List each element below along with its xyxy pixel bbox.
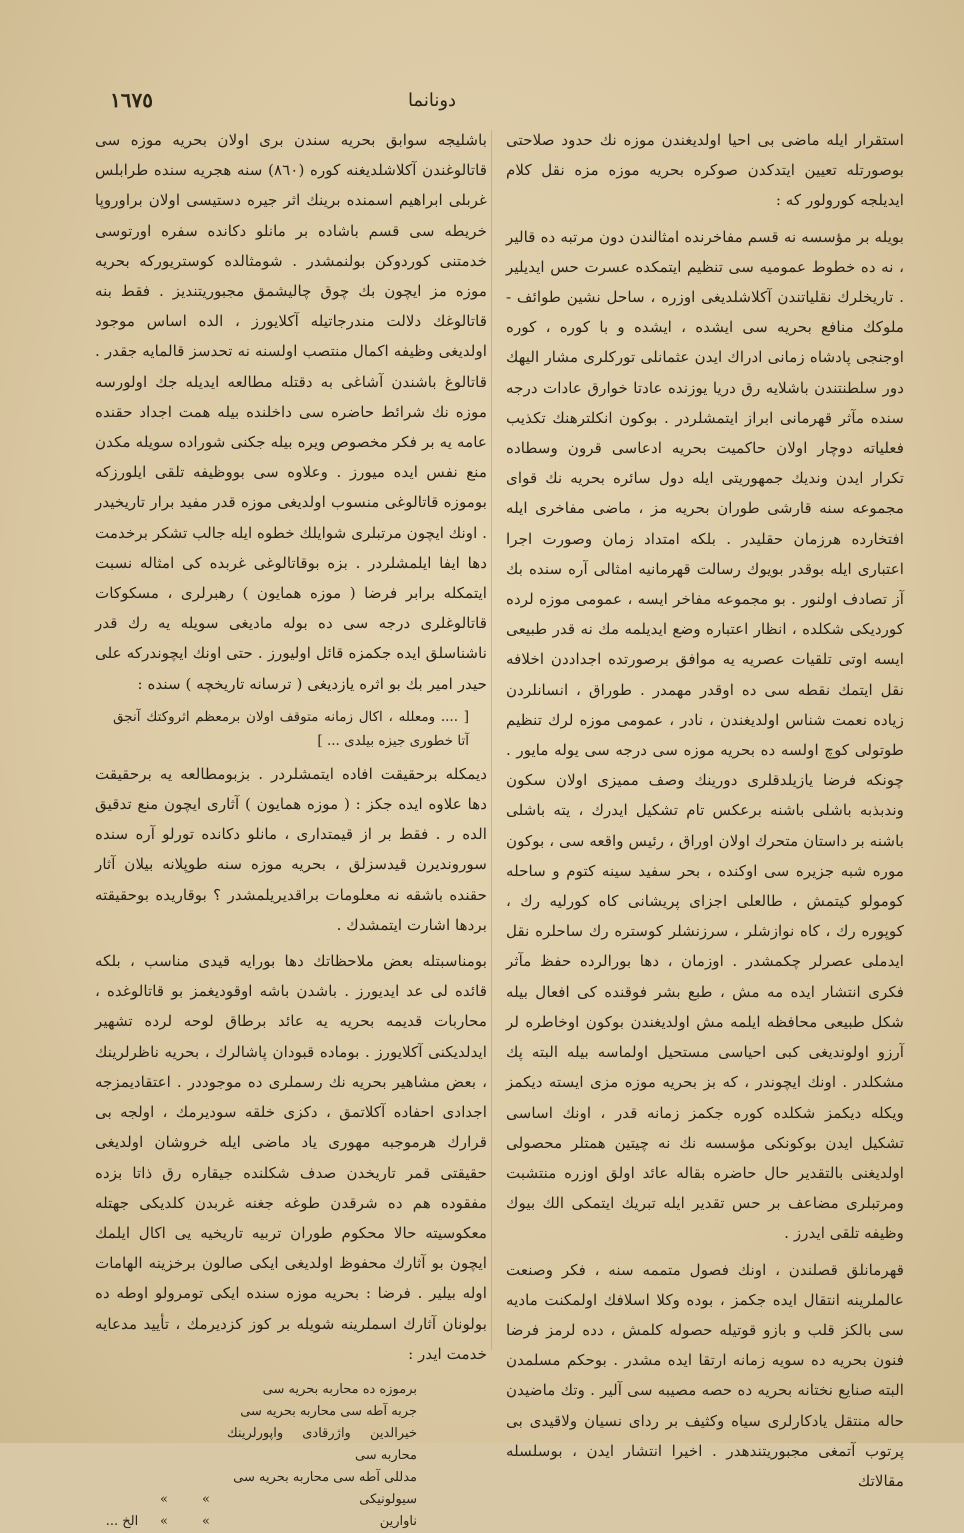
left-paragraph: بومناسبتله بعض ملاحظاتك دها بورایه قیدی مناسب ، بلکه قائده لی عد ایدیورز . باشدن باشه اوقودیغمز بو قاتالوغده ، محاربات قدیمه بحریه یه عائد برطاق لوحه لرده تشهیر ایدلدیکنی آکلایورز . بوماده قبودان پاشالرك ، بحریه ناظرلرینك ، بعض مشاهیر بحریه نك رسملری ده موجوددر . اعتقادیمزجه اجدادی احفاده آکلاتمق ، دکزی خلقه سودیرمك ، اولجه بی قرارك هرموجبه مهوری یاد ماضی ایله خروشان اولدیغی حقیقتی قمر تاریخدن صدف شکلنده جیقاره رق ذاتا بزده مفقوده هم ده شرقدن طوغه جغنه غربدن کلدیکی جهتله معکوسیته حالا محکوم طوران تربیه تاریخیه یی اکال ایلمك ایچون بو آثارك محفوظ اولدیغی ایکی صالون برخزینه الهامات اوله بیلیر . فرضا : بحریه موزه سنده ایکی تومرولو اوطه ده بولونان آثارك اسملرینه شویله بر کوز کزدیرمك ، تأیید مدعایه خدمت ایدر : (95, 952, 487, 1363)
ditto-mark: » (202, 1513, 210, 1529)
list-item (95, 1423, 417, 1467)
running-title: دونانما (407, 90, 457, 111)
list-tail: الخ ... (105, 1513, 139, 1529)
list-item (95, 1489, 417, 1511)
ditto-mark: » (160, 1513, 168, 1529)
right-paragraph: قهرمانلق قصلندن ، اونك فصول متممه سنه ، فکر وصنعت عالملرینه انتقال ایده جکمز ، بوده وکلا اسلافك اولمکنت مادیه سی بالکز قلب و بازو قوتیله حصوله کلمش ، دده لرمز فرضا فنون بحریه ده سویه زمانه ارتقا ایده مشدر . بوحکم مسلمدن البته صنایع نختانه بحریه ده حصه مصیبه سی آلیر . وتك ماضیدن حاله منتقل یادکارلری سیاه وکثیف بر ردای نسیان ولاقیدی بی پرتوب آتمغی مجبوریتندهدر . اخیرا انتشار ایدن ، بوسلسله مقالاتك (506, 1260, 904, 1490)
left-column (95, 125, 487, 1533)
list-item-name: جربه آطه سی محاربه بحریه سی (240, 1403, 417, 1419)
list-item-name: سیولونیكی (359, 1491, 417, 1507)
column-divider (491, 130, 492, 1350)
right-paragraph: استقرار ایله ماضی بی احیا اولدیغندن موزه نك حدود صلاحتی بوصورتله تعیین ایتدکدن صوکره بحریه موزه مزه نقل کلام ایدیلجه کورولور که : (506, 131, 904, 210)
right-paragraph: بویله بر مؤسسه نه قسم مفاخرنده امثالندن دون مرتبه ده قالیر ، نه ده خطوط عمومیه سی تنظیم ایتمکده عسرت حس ایدیلیر . تاریخلرك نقلیاتندن آکلاشلدیغی اوزره ، ساحل نشین طوائف - ملوکك منافع بحریه سی ایشده ، ایشده و با کوره ، کوره اوجنجی پادشاه زمانی ادراك ایدن عثمانلی تورکلری مشار الیهك دور سلطنتندن باشلایه رق دریا یوزنده عادتا خوارق عادات درجه سنده مآثر قهرمانی ابراز ایتمشلردر . بوکون انکلترهنك تکذیب فعلیاته دوچار اولان حاکمیت بحریه ادعاسی قرون وسطاده تکرار ایدن وندیك جمهوریتی ایله دول سائره بحریه نك قوای مجموعه سنه قارشی طوران بحریه مز ، ماضی مفاخری ایله افتخارده هرزمان حقلیدر . بلکه امتداد زمان وصورت اجرا اعتباری ایله بوقدر بویوك رسالت قهرمانیه امثالی آره سنده بك آز تصادف اولنور . بو مجموعه مفاخر ایسه ، عمومی موزه لرده کوردیکی شکلده ، انظار اعتباره وضع ایدیلمه مك نه قدر طبیعی ایسه اوتی تلقیات عصریه یه موافق برصورتده اجداددن اخلافه نقل ایتمك نقطه سی ده اوقدر مهمدر . طوراق ، انسانلردن زیاده نعمت شناس اولدیغندن ، نادر ، عمومی موزه لرك تنظیم طوتولی کوچ اولسه ده بحریه موزه سی درجه سی یوله مایور . چونکه فرضا یازیلدقلری دورینك وصف ممیزی اولان سکون وندبذبه باشلی باشنه برعکس تام تشکیل ایدرك ، یته باشلی باشنه بر داستان متحرك اولان اوراق ، رئیس واقعه سی ، بوکون موره شبه جزیره سی اوکنده ، بحر سفید سینه کتوم و ساحله کومولو کیتمش ، طالعلی اجزای پریشانی کاه کورلیه رك ، کوپوره رك ، کاه نوازشلر ، سرزنشلر کوستره رك ساحلره نقل ایدملی عصرلر چکمشدر . اوزمان ، دها بورالرده حفظ مآثر فکری انتشار ایده مه مش ، طبع بشر فوقنده کی افعال بیله شکل طبیعی محافظه ایلمه مش اولدیغندن بوکون اوخاطره لر آرزو اولوندیغی کبی احیاسی مستحیل اولماسه بیله البته پك مشکلدر . اونك ایچوندر ، که بز بحریه موزه مزی ایسته دیکمز ویکله دیکمز شکلده کوره جکمز زمانه قدر ، اونك اساسی تشکیل ایدن بوکونکی مؤسسه نك نه چیتین همتلر محصولی اولدیغنی بالتقدیر حال حاضره بقاله عائد اولق اوزره منتشبت ومرتبلری مضاعف بر حس تقدیر ایله تبریك ایتمكی الك بیوك وظیفه تلقی ایدرز . (506, 227, 904, 1243)
page-header (100, 88, 884, 118)
list-item-name: خیرالدین واژرقادی واپورلرینك محاربه سی (227, 1425, 417, 1463)
list-item-name: مدللی آطه سی محاربه بحریه سی (233, 1469, 417, 1485)
list-item (95, 1511, 417, 1533)
list-item-name: برموزه ده محاربه بحریه سی (262, 1381, 417, 1397)
ditto-mark: » (160, 1491, 168, 1507)
ditto-mark: » (202, 1491, 210, 1507)
list-item-name: ناوارین (379, 1513, 417, 1529)
list-item (95, 1379, 417, 1401)
left-paragraph: باشلیجه سوابق بحریه سندن بری اولان بحریه موزه سی قاتالوغندن آکلاشلدیغنه کوره (٨٦٠) سنه هجریه سنده طرابلس غربلی ابراهیم اسمنده برینك اثر جیره دستیسی اولان براوروپا خریطه سی قسم باشاده بر مانلو دکانده سفره اورتوسی خدمتنی کوردوکن بولنمشدر . شومثالده کوستریورکه بحریه موزه مز ایچون بك چوق چالیشمق مجبوریتندیز . فقط بنه قاتالوغك دلالت مندرجاتیله آکلایورز ، الده اساس موجود اولدیغی وظیفه اکمال منتصب اولسنه نه تحدسز قالمایه جقدر . قاتالوغ باشندن آشاغی به دقتله مطالعه ایدیله جك اولورسه موزه نك شرائط حاضره سی داخلنده بیله همت اجداد حقنده عامه یه بر فکر مخصوص ویره بیله جکنی شوراده سویله مکدن منع نفس ایده میورز . وعلاوه سی بووظیفه تلقی ایلورزکه بوموزه قاتالوغی منسوب اولدیغی موزه قدر مفید برار تاریخیدر . اونك ایچون مرتبلری شوایلك خطوه ایله جالب تشکر برخدمت دها ایفا ایلمشلردر . بزه بوقاتالوغی غربده کی امثاله نسبت ایتمکله برابر فرضا ( موزه همایون ) رهبرلری ، مسکوکات قاتالوغلری درجه سی ده بوله مادیغی سویله یه رك قدر ناشناسلق ایده جکمزه قائل اولیورز . حتی اونك ایچوندرکه علی حیدر امیر بك بو اثره یازدیغی ( ترسانه تاریخچه ) سنده : (95, 131, 487, 693)
right-column (506, 125, 904, 1496)
block-quote: [ .... ومعلله ، اکال زمانه متوقف اولان برمعظم اثروکتك آنجق آتا خطوری جیزه بیلدی ... ] (113, 708, 469, 749)
list-item (95, 1401, 417, 1423)
battle-list (95, 1379, 487, 1533)
page-number: ١٦٧٥ (110, 88, 153, 112)
list-item (95, 1467, 417, 1489)
left-paragraph: دیمکله برحقیقت افاده ایتمشلردر . بزبومطالعه یه برحقیقت دها علاوه ایده جکز : ( موزه همایون ) آثاری ایچون منع تدقیق الده ر . فقط بر از قیمتداری ، مانلو دکانده تورلو آره سنده سوروندیرن قیدسزلق ، بحریه موزه سنه طوپلانه بیلان آثار حقنده باشقه نه معلومات براقدیریلمشدر ؟ بوقاریده بوحقیقته بردها اشارت ایتمشدك . (95, 764, 487, 934)
